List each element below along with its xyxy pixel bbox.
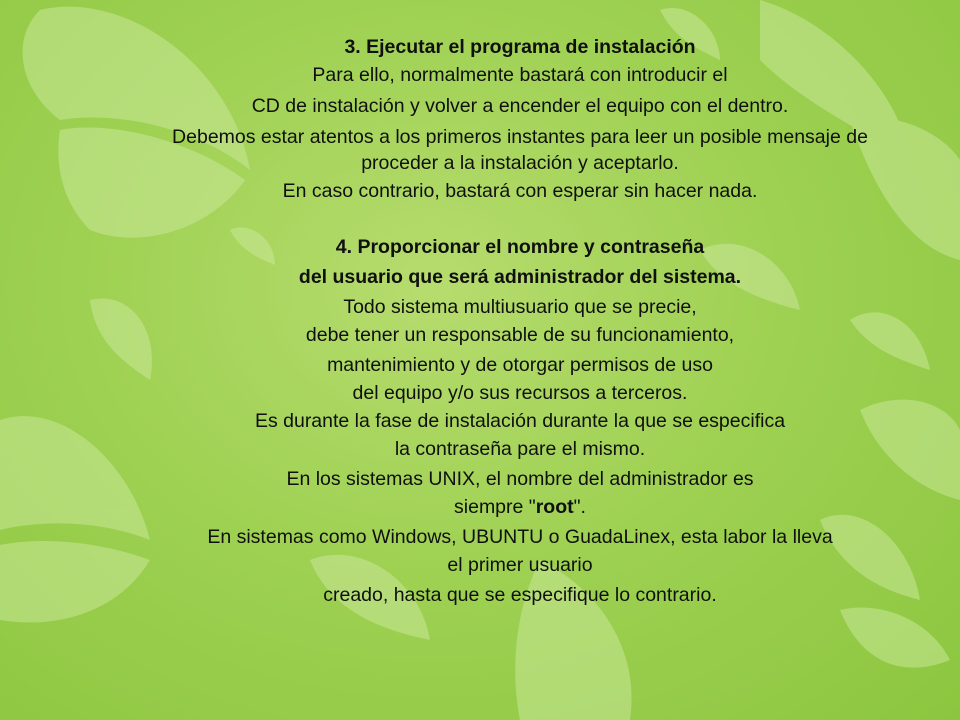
section4-line-8: En sistemas como Windows, UBUNTU o GuadaLinex, esta labor la lleva [207,526,833,548]
section3-line-1: Para ello, normalmente bastará con introducir el [312,64,728,86]
section4-line-4: del equipo y/o sus recursos a terceros. [352,382,688,404]
section4-root-line [0,493,960,521]
root-word: root [535,496,574,518]
section3-line-5: En caso contrario, bastará con esperar sin hacer nada. [282,180,758,202]
section4-line-1: Todo sistema multiusuario que se precie, [343,296,697,318]
section4-line-5: Es durante la fase de instalación durante la que se especifica [254,410,786,432]
section3-line-3: Debemos estar atentos a los primeros instantes para leer un posible mensaje de [172,126,868,148]
section4-line-2: debe tener un responsable de su funcionamiento, [305,324,735,346]
section4-line-6: la contraseña pare el mismo. [394,438,646,460]
section3-line-4: proceder a la instalación y aceptarlo. [361,152,679,174]
root-prefix: siempre " [454,496,536,518]
section4-heading-1: 4. Proporcionar el nombre y contraseña [335,236,705,258]
section3-line-2: CD de instalación y volver a encender el equipo con el dentro. [251,95,789,117]
section4-line-7: En los sistemas UNIX, el nombre del administrador es [286,468,754,490]
root-suffix: ". [573,496,586,518]
section4-line-3: mantenimiento y de otorgar permisos de uso [327,354,713,376]
section4-line-10: creado, hasta que se especifique lo contrario. [323,584,717,606]
section4-heading-2: del usuario que será administrador del sistema. [298,266,742,288]
section4-line-9: el primer usuario [447,554,593,576]
section3-heading: 3. Ejecutar el programa de instalación [344,36,696,58]
